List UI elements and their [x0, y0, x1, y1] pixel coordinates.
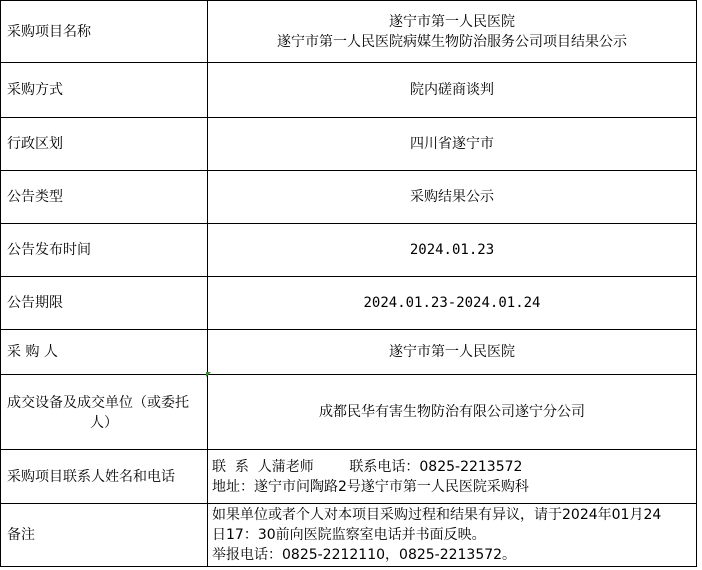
remarks-line1: 如果单位或者个人对本项目采购过程和结果有异议，请于2024年01月24: [212, 507, 662, 523]
winner-label-line1: 成交设备及成交单位（或委托: [7, 395, 189, 411]
cell-comment-marker: [206, 372, 211, 377]
region-value: 四川省遂宁市: [208, 118, 697, 171]
table-row-contact: [1, 450, 697, 504]
table-row-method: [1, 63, 697, 118]
remarks-line2: 日17：30前向医院监察室电话并书面反映。: [212, 527, 486, 543]
region-label: 行政区划: [1, 118, 208, 171]
notice-type-label: 公告类型: [1, 171, 208, 224]
remarks-value: [208, 504, 697, 567]
table-row-remarks: [1, 504, 697, 567]
publish-time-label: 公告发布时间: [1, 224, 208, 277]
contact-value: [208, 450, 697, 504]
table-row-notice-type: [1, 171, 697, 224]
remarks-label: 备注: [1, 504, 208, 567]
period-label: 公告期限: [1, 277, 208, 330]
contact-label: 采购项目联系人姓名和电话: [1, 450, 208, 504]
table-row-period: [1, 277, 697, 330]
purchaser-value: 遂宁市第一人民医院: [208, 330, 697, 375]
project-name-line1: 遂宁市第一人民医院: [389, 13, 515, 30]
method-label: 采购方式: [1, 63, 208, 118]
project-name-value: [208, 1, 697, 63]
remarks-line3: 举报电话：0825-2212110，0825-2213572。: [212, 547, 517, 563]
winner-label: [1, 375, 208, 450]
winner-label-wrap: [7, 391, 201, 433]
winner-value: 成都民华有害生物防治有限公司遂宁分公司: [208, 375, 697, 450]
purchaser-label: 采 购 人: [1, 330, 208, 375]
contact-line1: 联 系 人蒲老师 联系电话：0825-2213572: [212, 458, 523, 475]
method-value: 院内磋商谈判: [208, 63, 697, 118]
table-row-winner: [1, 375, 697, 450]
table-row-purchaser: [1, 330, 697, 375]
table-row-project: [1, 1, 697, 63]
notice-type-value: 采购结果公示: [208, 171, 697, 224]
publish-time-value: 2024.01.23: [208, 224, 697, 277]
winner-label-line2: 人）: [90, 415, 118, 431]
project-name-line2: 遂宁市第一人民医院病媒生物防治服务公司项目结果公示: [277, 33, 627, 50]
contact-line2: 地址：遂宁市问陶路2号遂宁市第一人民医院采购科: [212, 478, 529, 495]
table-row-publish-time: [1, 224, 697, 277]
period-value: 2024.01.23-2024.01.24: [208, 277, 697, 330]
table-row-region: [1, 118, 697, 171]
project-name-label: 采购项目名称: [1, 1, 208, 63]
